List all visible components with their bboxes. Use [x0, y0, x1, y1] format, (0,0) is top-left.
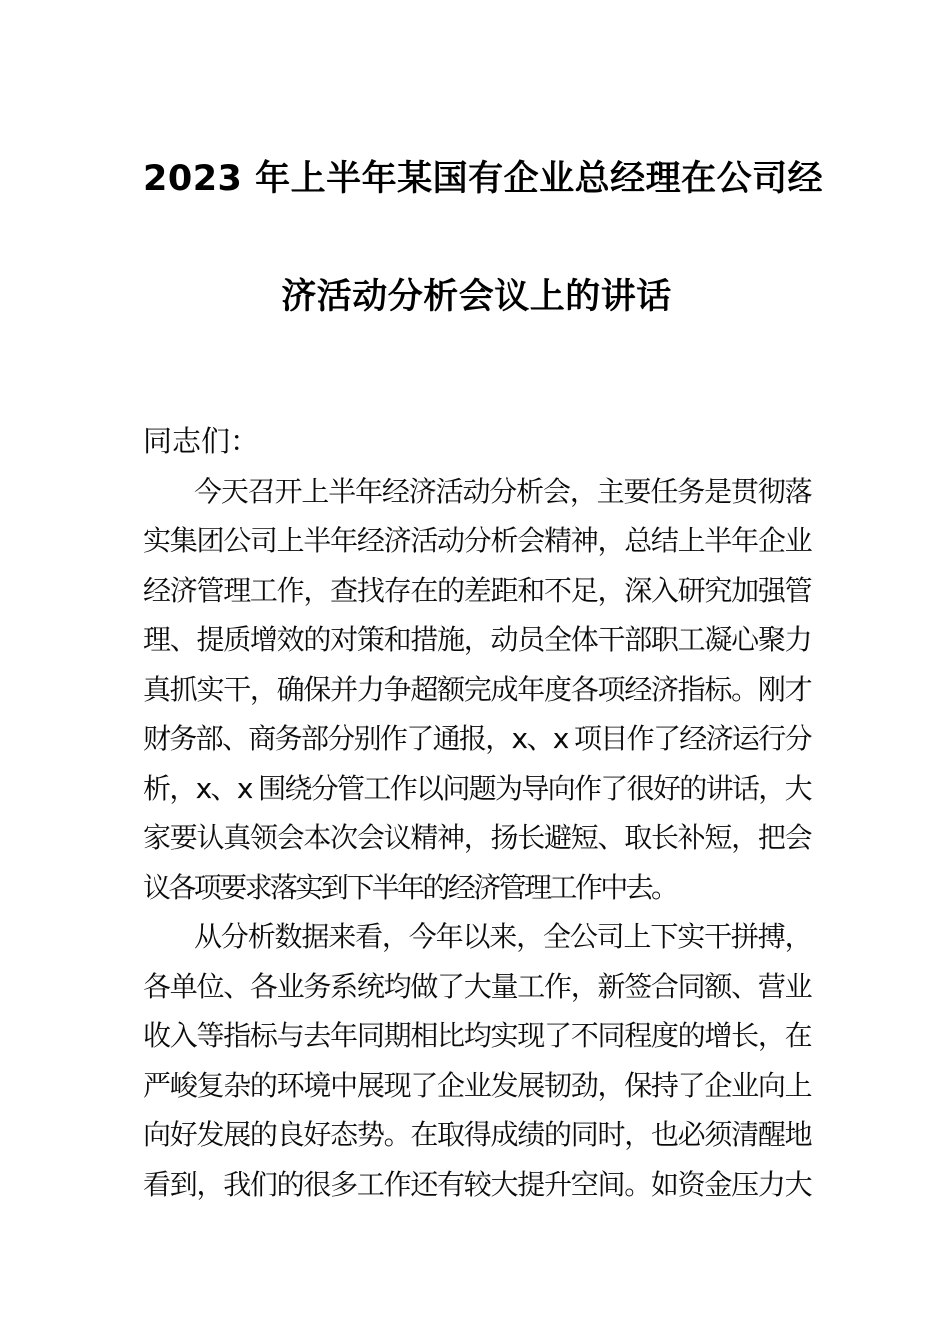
- document-title: [143, 120, 824, 356]
- text-line: 看到，我们的很多工作还有较大提升空间。如资金压力大: [143, 1167, 810, 1201]
- text-line: 家要认真领会本次会议精神，扬长避短、取长补短，把会: [143, 821, 810, 854]
- document-content: [0, 120, 950, 1209]
- title-line: 济活动分析会议上的讲话: [281, 277, 672, 317]
- text-line: 真抓实干，确保并力争超额完成年度各项经济指标。刚才: [143, 672, 810, 706]
- text-line: 收入等指标与去年同期相比均实现了不同程度的增长，在: [143, 1019, 810, 1052]
- text-line: 严峻复杂的环境中展现了企业发展韧劲，保持了企业向上: [143, 1068, 810, 1102]
- paragraph: [143, 912, 810, 1209]
- document-body: [143, 417, 810, 1209]
- text-line: 各单位、各业务系统均做了大量工作，新签合同额、营业: [143, 969, 810, 1003]
- text-line: 议各项要求落实到下半年的经济管理工作中去。: [143, 870, 677, 904]
- text-line: 向好发展的良好态势。在取得成绩的同时，也必须清醒地: [143, 1118, 810, 1151]
- text-line: 经济管理工作，查找存在的差距和不足，深入研究加强管: [143, 573, 810, 607]
- salutation-line: 同志们：: [143, 424, 260, 458]
- title-line: 2023 年上半年某国有企业总经理在公司经: [143, 159, 824, 199]
- text-line: 实集团公司上半年经济活动分析会精神，总结上半年企业: [143, 524, 810, 557]
- text-line: 析，x、x 围绕分管工作以问题为导向作了很好的讲话，大: [143, 771, 810, 805]
- text-line: 从分析数据来看，今年以来，全公司上下实干拼搏，: [194, 920, 810, 953]
- text-line: 理、提质增效的对策和措施，动员全体干部职工凝心聚力: [143, 623, 810, 656]
- text-line: 财务部、商务部分别作了通报，x、x 项目作了经济运行分: [143, 722, 810, 755]
- paragraphs-container: [143, 467, 810, 1210]
- text-line: 今天召开上半年经济活动分析会，主要任务是贯彻落: [194, 474, 810, 508]
- paragraph: [143, 467, 810, 913]
